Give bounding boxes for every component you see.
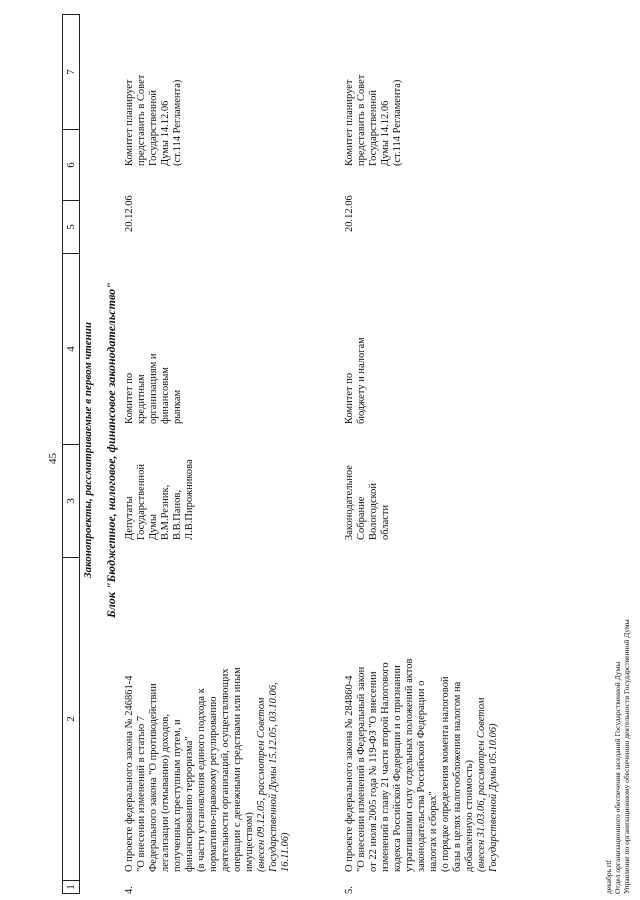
- authors-line: Законодательное: [344, 465, 355, 540]
- committee-line: Комитет по: [344, 372, 355, 424]
- planned-date: 20.12.06: [344, 195, 355, 232]
- note-line: представить в Совет: [356, 74, 367, 166]
- committee-line: Комитет по: [124, 372, 135, 424]
- committee-line: кредитным: [136, 374, 147, 424]
- description-note-line: Государственной Думы 05.10.06): [488, 723, 499, 872]
- bill-authors: [344, 460, 392, 540]
- description-line: легализации (отмыванию) доходов,: [160, 714, 171, 872]
- description-line: финансированию терроризма": [184, 736, 195, 872]
- description-line: Федерального закона "О противодействии: [148, 683, 159, 872]
- description-line: деятельности организаций, осуществляющих: [220, 668, 231, 872]
- row-note: [124, 6, 184, 166]
- section-title: Законопроекты, рассматриваемые в первом чтении: [82, 322, 94, 578]
- note-line: Думы 14.12.06: [380, 100, 391, 166]
- authors-line: Думы: [148, 514, 159, 540]
- column-number-7: 7: [63, 15, 80, 130]
- row-number: 5.: [344, 886, 355, 894]
- note-line: Государственной: [368, 90, 379, 166]
- description-line: базы в целях налогообложения налогом на: [452, 681, 463, 872]
- note-line: (ст.114 Регламента): [172, 79, 183, 166]
- authors-line: В.В.Панов,: [172, 490, 183, 540]
- note-line: Комитет планирует: [124, 79, 135, 166]
- description-line: добавленную стоимость): [464, 760, 475, 872]
- description-note-line: (внесен 09.12.05, рассмотрен Советом: [256, 697, 267, 872]
- footer-line: Отдел организационного обеспечения заседаний Государственной Думы: [613, 661, 622, 894]
- description-line: имуществом): [244, 812, 255, 872]
- note-line: представить в Совет: [136, 74, 147, 166]
- committee-line: организациям и: [148, 353, 159, 424]
- bill-authors: [124, 460, 196, 540]
- row-note: [344, 6, 404, 166]
- block-title: Блок "Бюджетное, налоговое, финансовое законодательство": [104, 282, 118, 618]
- planned-date: 20.12.06: [124, 195, 135, 232]
- bill-description: [124, 560, 292, 872]
- authors-line: Государственной: [136, 464, 147, 540]
- column-number-4: 4: [63, 254, 80, 445]
- authors-line: Л.В.Пирожникова: [184, 459, 195, 540]
- note-line: (ст.114 Регламента): [392, 79, 403, 166]
- description-line: (о порядке определения момента налоговой: [440, 676, 451, 872]
- note-line: Думы 14.12.06: [160, 100, 171, 166]
- description-line: нормативно-правовому регулированию: [208, 696, 219, 872]
- description-line: операции с денежными средствами или иным: [232, 667, 243, 872]
- committee-line: рынкам: [172, 389, 183, 424]
- description-line: законодательства Российской Федерации о: [416, 680, 427, 872]
- row-number: 4.: [124, 886, 135, 894]
- description-line: (в части установления единого подхода к: [196, 688, 207, 872]
- note-line: Комитет планирует: [344, 79, 355, 166]
- committee-line: финансовым: [160, 367, 171, 424]
- description-line: "О внесении изменений в Федеральный закон: [356, 666, 367, 872]
- description-line: О проекте федерального закона № 284860-4: [344, 675, 355, 872]
- committee-line: бюджету и налогам: [356, 337, 367, 424]
- description-note-line: 16.11.06): [280, 832, 291, 872]
- column-number-2: 2: [63, 558, 80, 881]
- authors-line: Депутаты: [124, 496, 135, 540]
- column-number-3: 3: [63, 445, 80, 558]
- column-number-header: [62, 14, 80, 894]
- responsible-committee: [124, 332, 184, 424]
- footer-line: Управление по организационному обеспечению деятельности Государственной Думы: [622, 619, 631, 894]
- description-line: налогах и сборах": [428, 791, 439, 872]
- footer-line: декабрь rtf: [604, 860, 613, 894]
- description-line: кодекса Российской Федерации и о признании: [392, 665, 403, 872]
- description-line: изменений в главу 21 части второй Налогового: [380, 662, 391, 872]
- bill-description: [344, 560, 500, 872]
- description-note-line: (внесен 31.03.06, рассмотрен Советом: [476, 697, 487, 872]
- description-note-line: Государственной Думы 15.12.05, 03.10.06,: [268, 682, 279, 872]
- description-line: от 22 июля 2005 года № 119-ФЗ "О внесении: [368, 671, 379, 872]
- column-number-5: 5: [63, 201, 80, 254]
- page-number: 45: [47, 453, 59, 464]
- description-line: утратившими силу отдельных положений актов: [404, 658, 415, 872]
- description-line: О проекте федерального закона № 246861-4: [124, 675, 135, 872]
- authors-line: Вологодской области: [368, 482, 391, 540]
- description-line: полученных преступным путем, и: [172, 719, 183, 872]
- authors-line: В.М.Резник,: [160, 484, 171, 540]
- footer: [604, 619, 631, 894]
- note-line: Государственной: [148, 90, 159, 166]
- description-line: "О внесении изменений в статью 7: [136, 715, 147, 872]
- column-number-1: 1: [63, 881, 80, 894]
- responsible-committee: [344, 332, 368, 424]
- column-number-6: 6: [63, 130, 80, 201]
- authors-line: Собрание: [356, 496, 367, 540]
